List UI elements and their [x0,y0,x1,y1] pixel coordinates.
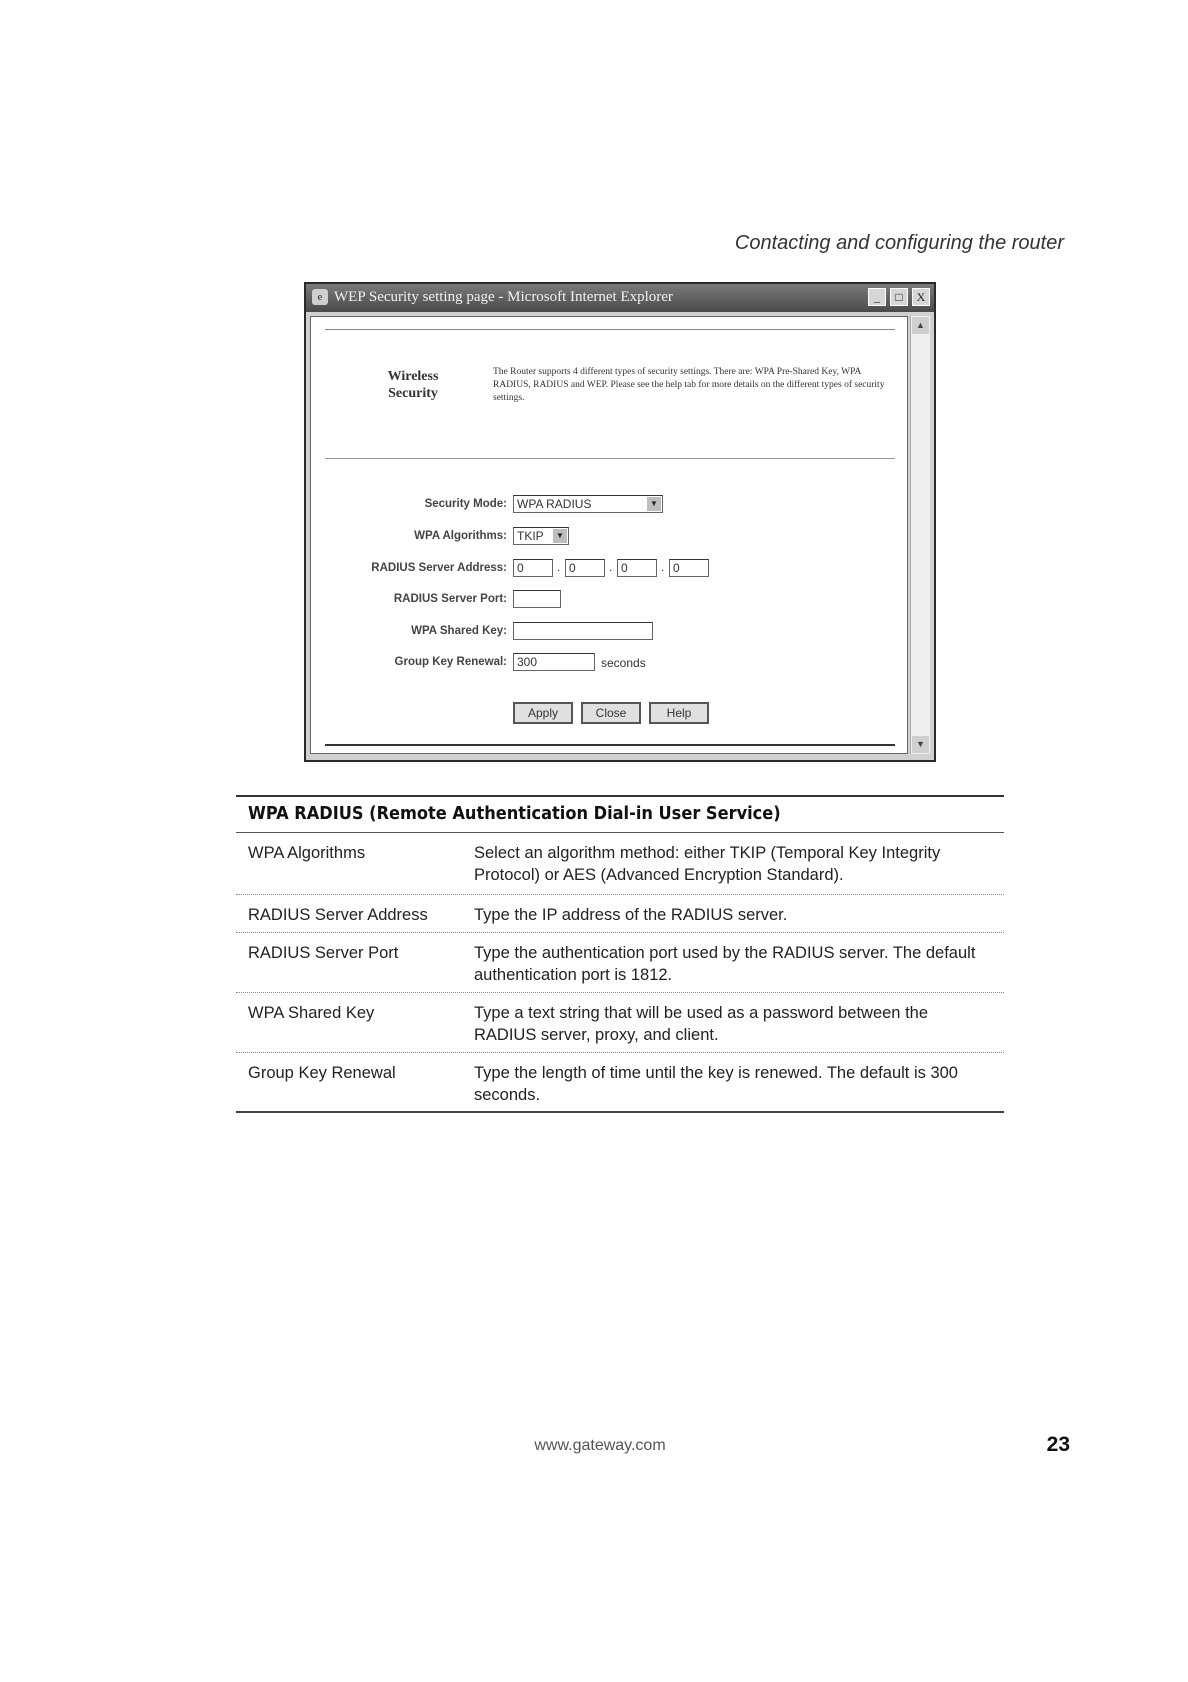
row-term: WPA Shared Key [248,1004,375,1022]
row-description: Type the length of time until the key is renewed. The default is 300 seconds. [474,1064,958,1104]
table-row [236,933,1004,993]
row-term: RADIUS Server Port [248,944,399,962]
maximize-button[interactable]: □ [890,288,908,306]
browser-window-screenshot [304,282,936,762]
radius-server-port-input[interactable] [513,590,561,608]
table-title-bar [236,795,1004,833]
internet-explorer-icon: e [312,289,328,305]
ip-octet-4-input[interactable]: 0 [669,559,709,577]
close-button[interactable]: Close [581,702,641,724]
wpa-algorithms-label: WPA Algorithms: [414,530,507,542]
ip-octet-3-input[interactable]: 0 [617,559,657,577]
help-button[interactable]: Help [649,702,709,724]
row-description: Select an algorithm method: either TKIP (Temporal Key Integrity Protocol) or AES (Advanced Encryption Standard). [474,844,941,884]
group-key-renewal-input[interactable]: 300 [513,653,595,671]
close-window-button[interactable]: X [912,288,930,306]
security-mode-select[interactable] [513,495,663,513]
minimize-button[interactable]: _ [868,288,886,306]
table-title: WPA RADIUS (Remote Authentication Dial-in User Service) [248,803,781,824]
ip-separator: . [557,560,561,574]
row-description: Type the authentication port used by the RADIUS server. The default authentication port is 1812. [474,944,976,984]
row-term: WPA Algorithms [248,844,366,862]
window-title: WEP Security setting page - Microsoft Internet Explorer [334,289,673,305]
row-term: RADIUS Server Address [248,906,428,924]
wpa-algorithms-select[interactable] [513,527,569,545]
footer-url: www.gateway.com [534,1437,666,1454]
table-row [236,833,1004,895]
table-row [236,895,1004,933]
security-mode-value: WPA RADIUS [517,497,592,511]
ip-octet-1-input[interactable]: 0 [513,559,553,577]
security-description: The Router supports 4 different types of security settings. There are: WPA Pre-Shared Key, WPA RADIUS, RADIUS and WEP. Please see the help tab for more details on the different types of security settings. [493,367,885,403]
radius-server-address-label: RADIUS Server Address: [371,562,507,574]
chevron-down-icon: ▼ [647,497,661,511]
apply-button[interactable]: Apply [513,702,573,724]
ip-separator: . [609,560,613,574]
vertical-scrollbar[interactable] [910,316,930,754]
row-description: Type a text string that will be used as a password between the RADIUS server, proxy, and client. [474,1004,929,1044]
ip-octet-2-input[interactable]: 0 [565,559,605,577]
running-header: Contacting and configuring the router [734,232,1064,254]
row-term: Group Key Renewal [248,1064,396,1082]
section-heading: Wireless Security [387,369,439,401]
scroll-up-icon[interactable]: ▲ [912,317,929,334]
window-titlebar [306,284,934,312]
browser-content-area [310,316,908,754]
wpa-algorithms-value: TKIP [517,529,544,543]
group-key-renewal-unit: seconds [601,656,646,670]
group-key-renewal-label: Group Key Renewal: [394,656,507,668]
table-row [236,1053,1004,1113]
row-description: Type the IP address of the RADIUS server. [474,906,788,924]
page-number: 23 [1046,1433,1070,1456]
scroll-down-icon[interactable]: ▼ [912,736,929,753]
radius-server-port-label: RADIUS Server Port: [393,593,507,605]
ip-separator: . [661,560,665,574]
security-settings-panel [325,329,895,746]
table-row [236,993,1004,1053]
security-mode-label: Security Mode: [424,498,507,510]
wpa-shared-key-input[interactable] [513,622,653,640]
wpa-shared-key-label: WPA Shared Key: [411,625,507,637]
chevron-down-icon: ▼ [553,529,567,543]
panel-divider [325,458,895,459]
